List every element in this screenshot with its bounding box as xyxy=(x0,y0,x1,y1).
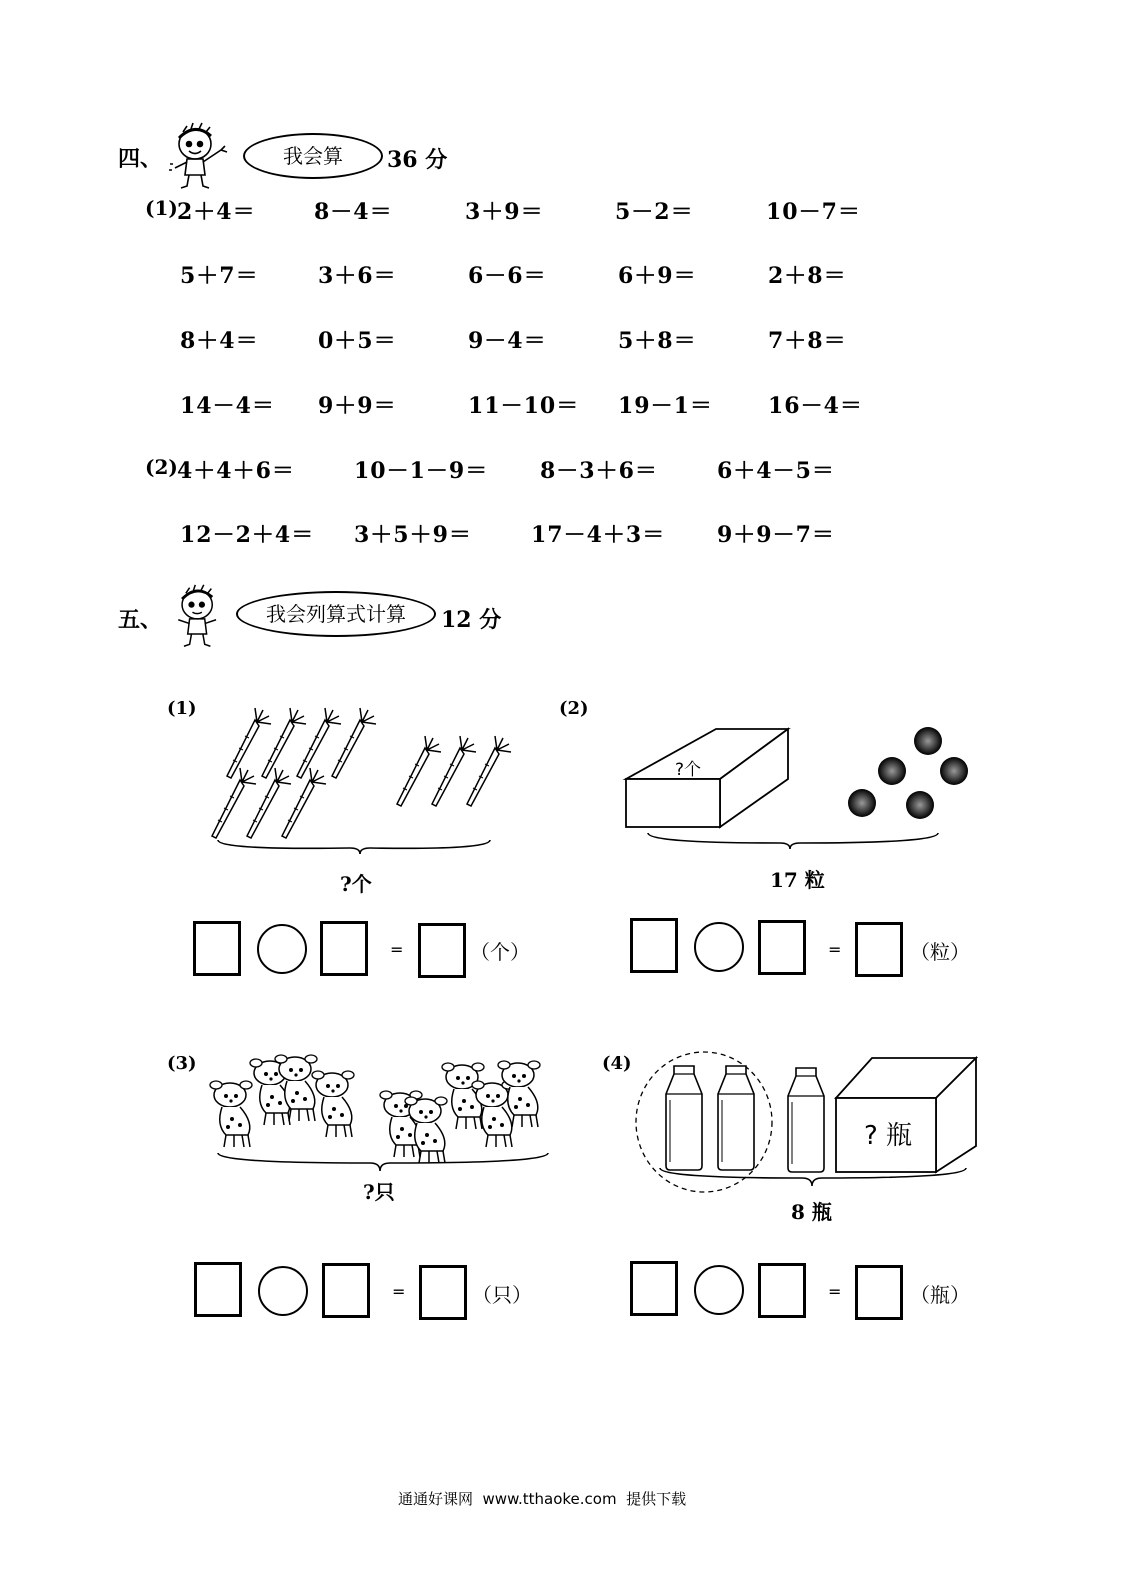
problem-4-caption: 8 瓶 xyxy=(791,1200,832,1224)
equation: 8－3＋6＝ xyxy=(540,458,658,484)
answer-box[interactable] xyxy=(758,1263,806,1318)
carrot-icon xyxy=(212,708,511,838)
bottle-icon xyxy=(666,1066,824,1172)
result-box[interactable] xyxy=(419,1265,467,1320)
section-4-bubble: 我会算 xyxy=(243,133,383,179)
brace xyxy=(648,833,938,849)
problem-3-caption: ?只 xyxy=(363,1180,395,1204)
part-2-label: (2) xyxy=(145,455,178,479)
problem-2-caption: 17 粒 xyxy=(770,868,825,892)
equation: 11－10＝ xyxy=(468,393,580,419)
problem-1-caption: ?个 xyxy=(340,872,372,896)
answer-box[interactable] xyxy=(320,921,368,976)
equation: 10－7＝ xyxy=(766,199,861,225)
equation: 3＋6＝ xyxy=(318,263,397,289)
equation: 8－4＝ xyxy=(314,199,393,225)
section-4-number: 四、 xyxy=(118,146,163,172)
mascot-icon xyxy=(165,582,235,650)
equation: 2＋8＝ xyxy=(768,263,847,289)
operator-circle[interactable] xyxy=(694,1265,744,1315)
answer-box[interactable] xyxy=(193,921,241,976)
answer-box[interactable] xyxy=(630,918,678,973)
section-5-bubble: 我会列算式计算 xyxy=(236,591,436,637)
equals-sign: = xyxy=(828,1282,842,1301)
equals-sign: = xyxy=(828,940,842,959)
equation: 3＋5＋9＝ xyxy=(354,522,472,548)
equation: 12－2＋4＝ xyxy=(180,522,315,548)
answer-box[interactable] xyxy=(194,1262,242,1317)
answer-box[interactable] xyxy=(630,1261,678,1316)
result-box[interactable] xyxy=(855,1265,903,1320)
equation: 6－6＝ xyxy=(468,263,547,289)
section-5-number: 五、 xyxy=(118,607,163,633)
equation: 3＋9＝ xyxy=(465,199,544,225)
equation: 9－4＝ xyxy=(468,328,547,354)
equation: 19－1＝ xyxy=(618,393,713,419)
part-1-label: (1) xyxy=(145,196,178,220)
section-4-score: 36 分 xyxy=(387,147,448,173)
operator-circle[interactable] xyxy=(257,924,307,974)
brace xyxy=(218,840,490,854)
equation: 0＋5＝ xyxy=(318,328,397,354)
box-icon xyxy=(836,1058,976,1172)
problem-4-label: (4) xyxy=(602,1053,632,1074)
brace xyxy=(218,1153,548,1171)
equation: 6＋9＝ xyxy=(618,263,697,289)
equation: 4＋4＋6＝ xyxy=(177,458,295,484)
carrot-group xyxy=(200,708,530,848)
equals-sign: = xyxy=(392,1282,406,1301)
deer-group xyxy=(200,1055,560,1180)
equation: 17－4＋3＝ xyxy=(531,522,666,548)
equation: 6＋4－5＝ xyxy=(717,458,835,484)
unit-label: （粒） xyxy=(910,940,970,964)
footer-text: 通通好课网 www.tthaoke.com 提供下载 xyxy=(398,1490,687,1508)
equation: 9＋9＝ xyxy=(318,393,397,419)
unit-label: （只） xyxy=(472,1283,532,1307)
equation: 5＋8＝ xyxy=(618,328,697,354)
equation: 10－1－9＝ xyxy=(354,458,489,484)
equation: 9＋9－7＝ xyxy=(717,522,835,548)
answer-box[interactable] xyxy=(758,920,806,975)
result-box[interactable] xyxy=(855,922,903,977)
operator-circle[interactable] xyxy=(694,922,744,972)
box-label: ? 瓶 xyxy=(863,1121,913,1151)
problem-2-label: (2) xyxy=(559,698,589,719)
answer-box[interactable] xyxy=(322,1263,370,1318)
equation: 8＋4＝ xyxy=(180,328,259,354)
problem-1-label: (1) xyxy=(167,698,197,719)
equation: 16－4＝ xyxy=(768,393,863,419)
ball-icon xyxy=(848,727,968,819)
equation: 5＋7＝ xyxy=(180,263,259,289)
mascot-icon xyxy=(165,120,235,192)
equation: 2＋4＝ xyxy=(177,199,256,225)
bottles-and-box xyxy=(636,1050,981,1195)
result-box[interactable] xyxy=(418,923,466,978)
unit-label: （个） xyxy=(470,940,530,964)
box-and-balls xyxy=(620,725,975,855)
equals-sign: = xyxy=(390,940,404,959)
problem-3-label: (3) xyxy=(167,1053,197,1074)
box-label: ?个 xyxy=(674,760,702,780)
box-icon xyxy=(626,729,788,827)
unit-label: （瓶） xyxy=(910,1283,970,1307)
equation: 5－2＝ xyxy=(615,199,694,225)
operator-circle[interactable] xyxy=(258,1266,308,1316)
deer-icon xyxy=(210,1055,540,1163)
section-5-score: 12 分 xyxy=(441,607,502,633)
equation: 14－4＝ xyxy=(180,393,275,419)
equation: 7＋8＝ xyxy=(768,328,847,354)
